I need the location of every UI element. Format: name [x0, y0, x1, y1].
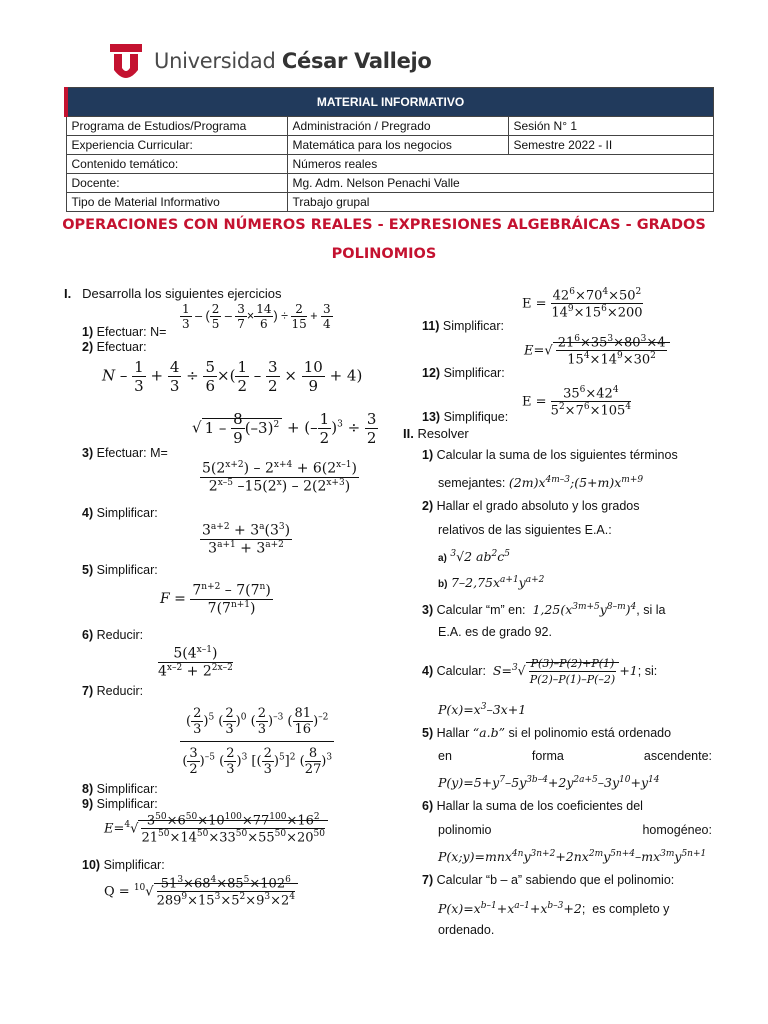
ex9-formula: E=$^4$√ $\frac{3^{50}\times 6^{50}\times 10^{100}\times 77^{100}\times 16^2}{21^{50}\times 14^{50}\times 33^{50}\times 55^{50}\times 20^{50}}$: [104, 812, 328, 846]
table-row: Tipo de Material Informativo Trabajo grupal: [66, 193, 714, 212]
page-title: OPERACIONES CON NÚMEROS REALES - EXPRESIONES ALGEBRÁICAS - GRADOS: [62, 217, 706, 233]
exercise-8: 8) Simplificar:: [82, 782, 158, 796]
problem-1-cont: semejantes: $(2m)x^{4m-3};(5+m)x^{m+9}$: [438, 475, 644, 491]
page-subtitle: POLINOMIOS: [331, 246, 437, 262]
problem-5-cont: en forma ascendente:: [438, 749, 712, 763]
exercise-4: 4) Simplificar:: [82, 506, 158, 520]
problem-4: 4) Calcular: S=$^3$√ $\frac{P(3)-P(2)+P(1)}{P(2)-P(1)-P(-2)}$ +1; si:: [422, 657, 658, 687]
problem-7: 7) Calcular “b – a” sabiendo que el polinomio:: [422, 873, 675, 887]
exercise-6: 6) Reducir:: [82, 628, 144, 642]
exercise-10: 10) Simplificar:: [82, 858, 165, 872]
problem-6: 6) Hallar la suma de los coeficientes del: [422, 799, 643, 813]
problem-7-poly: $P(x)=x^{b-1}+x^{a-1}+x^{b-3}+2$; es completo y: [438, 901, 670, 917]
exercise-13: 13) Simplifique:: [422, 410, 509, 424]
ex3-formula: √ 1 – $\frac{8}{9}$ $(-3)^2$ + (– $\frac{1}{2}$ )$^3$ ÷ $\frac{3}{2}$: [192, 410, 377, 447]
ex12-formula: E=√ $\frac{21^6\times 35^3\times 80^3\times 4}{15^4\times 14^9\times 30^2}$: [524, 334, 670, 368]
problem-1: 1) Calcular la suma de los siguientes términos: [422, 448, 678, 462]
info-table: [64, 87, 714, 212]
problem-5-poly: $P(y)=5+y^7-5y^{3b-4}+2y^{2a+5}-3y^{10}+y^{14}$: [438, 775, 660, 791]
section1-heading: I. Desarrolla los siguientes ejercicios: [64, 286, 282, 301]
ex1-formula: $\frac{1}{3}$ – ( $\frac{2}{5}$ – $\frac{3}{7}$ × $\frac{14}{6}$ ) ÷ $\frac{2}{15}$ + $\frac{3}{4}$: [182, 302, 331, 331]
exercise-12: 12) Simplificar:: [422, 366, 505, 380]
problem-2-cont: relativos de las siguientes E.A.:: [438, 523, 612, 537]
ex2-formula: N – $\frac{1}{3}$ + $\frac{4}{3}$ ÷ $\frac{5}{6}$ ×( $\frac{1}{2}$ – $\frac{3}{2}$ × $\frac{10}{9}$ + 4): [102, 358, 363, 395]
problem-2b: b) $7-2,75x^{a+1}y^{a+2}$: [438, 575, 545, 591]
table-row: Experiencia Curricular: Matemática para los negocios Semestre 2022 - II: [66, 136, 714, 155]
problem-5: 5) Hallar “a.b” si el polinomio está ordenado: [422, 725, 672, 740]
ex10-formula: Q = $^{10}$√ $\frac{51^3\times 68^4\times 85^5\times 102^6}{289^9\times 15^3\times 5^2\times 9^3\times 2^4}$: [104, 875, 298, 909]
problem-6-cont: polinomio homogéneo:: [438, 823, 712, 837]
exercise-7: 7) Reducir:: [82, 684, 144, 698]
table-row: Docente: Mg. Adm. Nelson Penachi Valle: [66, 174, 714, 193]
ex11-formula: E = $\frac{42^6\times 70^4\times 50^2}{14^9\times 15^6\times 200}$: [522, 287, 643, 321]
exercise-2: 2) Efectuar:: [82, 340, 147, 354]
ex4-formula: $\frac{5(2^{x+2}) - 2^{x+4} + 6(2^{x-1})}{2^{x-5} -15(2^x) - 2(2^{x+3})}$: [202, 460, 357, 495]
problem-7-cont: ordenado.: [438, 923, 495, 937]
ex8-formula: ( $\frac{2}{3}$ )$^5$ ( $\frac{2}{3}$ )$^0$ ( $\frac{2}{3}$ )$^{-3}$ ( $\frac{81}{16}$ )$^{-2}$ ( $\frac{3}{2}$ )$^{-5}$ ( $\frac{2}{3}$ )$^3$ [( $\frac{2}{3}$ )$^5$]$^2$ ( $\frac{8}{27}$ )$^3$: [180, 702, 334, 777]
ex7-formula: $\frac{5(4^{x-1})}{4^{x-2} + 2^{2x-2}}$: [158, 645, 233, 680]
problem-6-poly: $P(x;y)=mnx^{4n}y^{3n+2}+2nx^{2m}y^{5n+4}-mx^{3m}y^{5n+1}$: [438, 849, 707, 865]
exercise-1: 1) Efectuar: N=: [82, 325, 167, 339]
exercise-5: 5) Simplificar:: [82, 563, 158, 577]
ex6-formula: F = $\frac{7^{n+2} - 7(7^n)}{7(7^{n+1})}$: [160, 582, 271, 617]
ex5-formula: $\frac{3^{a+2} + 3^a(3^3)}{3^{a+1} + 3^{a+2}}$: [202, 522, 291, 557]
table-row: Contenido temático: Números reales: [66, 155, 714, 174]
ucv-shield-icon: [108, 42, 144, 80]
problem-4-cont: $P(x)=x^3-3x+1$: [438, 702, 527, 718]
problem-3: 3) Calcular “m” en: $1,25(x^{3m+5}y^{8-m})^4$, si la: [422, 602, 666, 618]
university-name: Universidad César Vallejo: [154, 49, 432, 73]
exercise-9: 9) Simplificar:: [82, 797, 158, 811]
table-title: MATERIAL INFORMATIVO: [66, 88, 714, 117]
exercise-11: 11) Simplificar:: [422, 319, 504, 333]
problem-2a: a) $^3$√2 $ab^2c^5$: [438, 549, 510, 565]
problem-2: 2) Hallar el grado absoluto y los grados: [422, 499, 640, 513]
university-logo: [108, 42, 432, 80]
exercise-3: 3) Efectuar: M=: [82, 446, 168, 460]
section2-heading: II. Resolver: [403, 426, 469, 441]
problem-3-cont: E.A. es de grado 92.: [438, 625, 552, 639]
ex13-formula: E = $\frac{35^6\times 42^4}{5^2\times 7^6\times 105^4}$: [522, 385, 632, 419]
table-row: Programa de Estudios/Programa Administración / Pregrado Sesión N° 1: [66, 117, 714, 136]
